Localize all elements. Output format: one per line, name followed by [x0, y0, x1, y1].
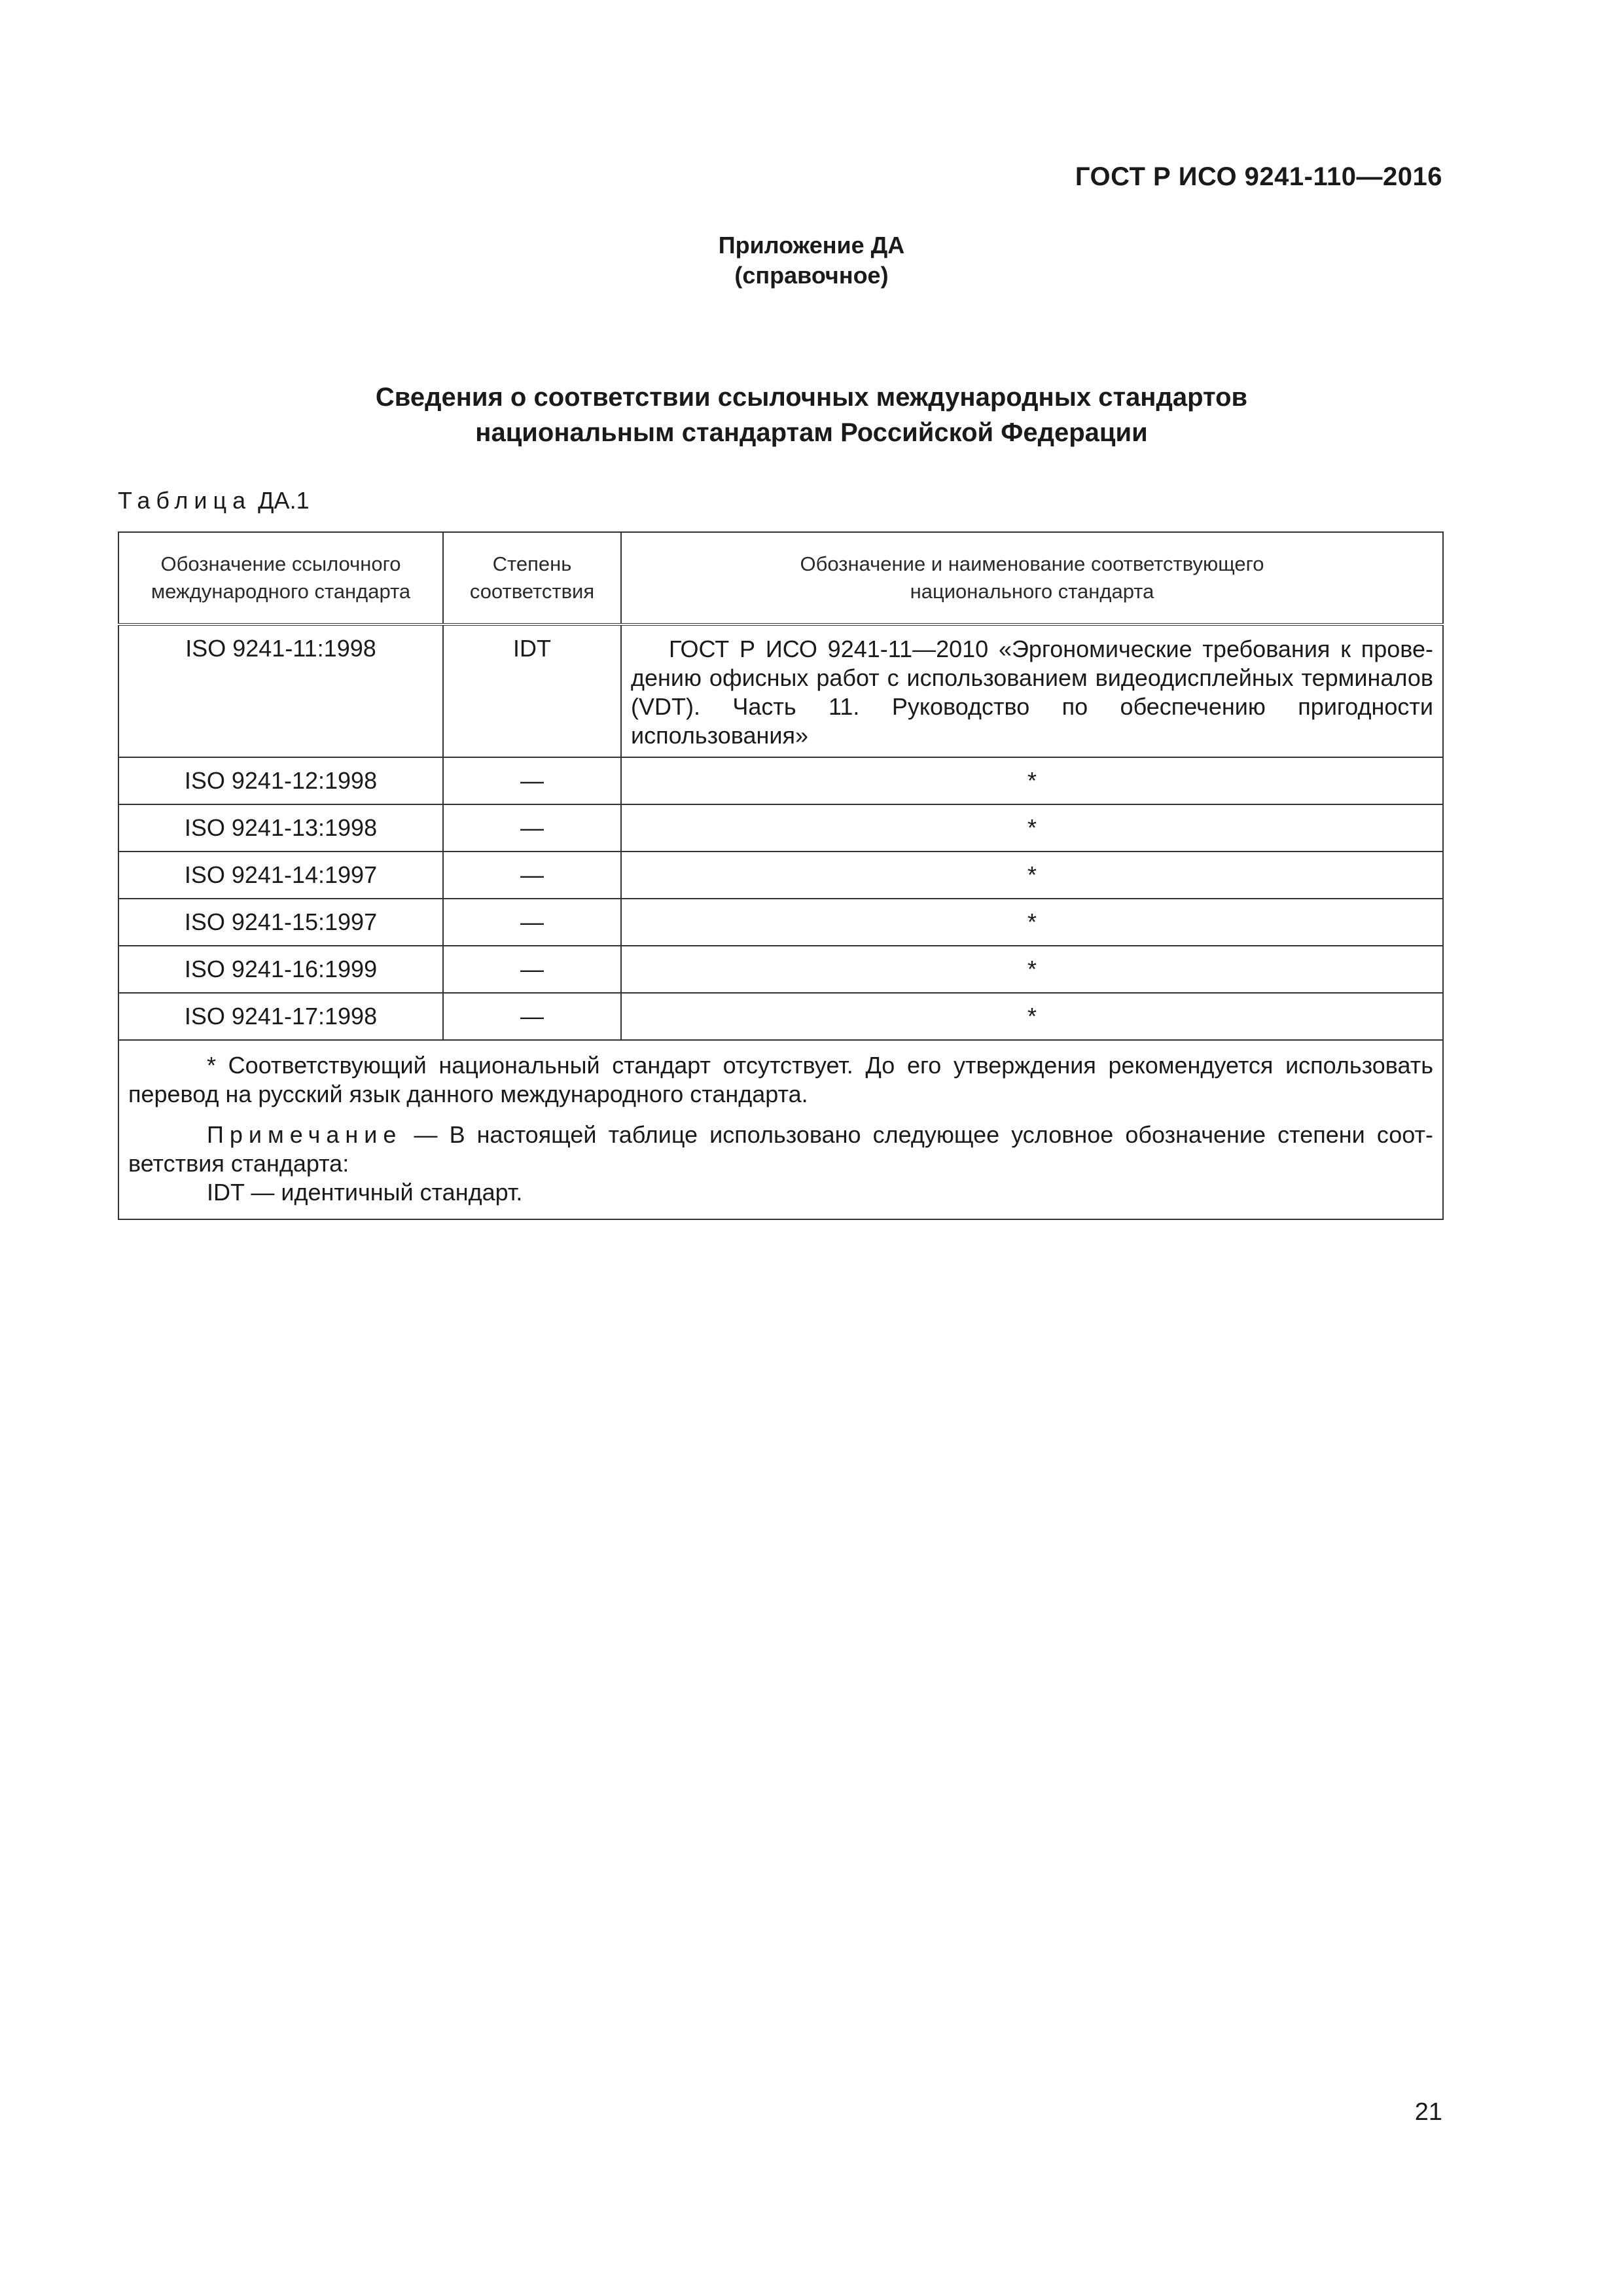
appendix-type: (справочное) — [734, 262, 889, 289]
section-title-line1: Сведения о соответствии ссылочных международных стандартов — [375, 383, 1248, 412]
document-code-header: ГОСТ Р ИСО 9241-110—2016 — [1075, 162, 1442, 191]
section-title — [0, 380, 1623, 450]
reference-standard-cell: ISO 9241-13:1998 — [118, 804, 443, 852]
reference-standard-cell: ISO 9241-16:1999 — [118, 946, 443, 993]
header-col1-line2: международного стандарта — [151, 580, 411, 603]
national-standard-cell: * — [621, 993, 1443, 1040]
table-row — [118, 804, 1443, 852]
national-standard-cell: ГОСТ Р ИСО 9241-11—2010 «Эргономические требования к проведению офисных работ с использованием видеодисплейных терминалов (VDT). Часть 11. Руководство по обеспечению пригодности использования» — [621, 624, 1443, 757]
footnote-cell — [118, 1040, 1443, 1219]
national-standard-cell: * — [621, 804, 1443, 852]
table-header-row — [118, 532, 1443, 624]
note-label: Примечание — [207, 1121, 402, 1148]
national-standard-cell: * — [621, 946, 1443, 993]
header-col3-line1: Обозначение и наименование соответствующего — [800, 552, 1264, 575]
table-row — [118, 757, 1443, 804]
degree-cell: — — [443, 804, 621, 852]
note-text: — В настоящей таблице использовано следующее условное обозначение степени соответствия стандарта: — [128, 1121, 1433, 1177]
degree-cell: — — [443, 757, 621, 804]
degree-cell: — — [443, 899, 621, 946]
degree-cell: — — [443, 993, 621, 1040]
note-abbreviation-line: IDT — идентичный стандарт. — [207, 1179, 523, 1206]
reference-standard-cell: ISO 9241-14:1997 — [118, 852, 443, 899]
reference-standard-cell: ISO 9241-11:1998 — [118, 624, 443, 757]
national-standard-cell: * — [621, 852, 1443, 899]
table-row — [118, 993, 1443, 1040]
table-row — [118, 624, 1443, 757]
national-standard-cell: * — [621, 899, 1443, 946]
header-col3-line2: национального стандарта — [910, 580, 1154, 603]
header-degree — [443, 532, 621, 624]
degree-cell: — — [443, 946, 621, 993]
header-col2-line1: Степень — [492, 552, 572, 575]
header-col2-line2: соответствия — [469, 580, 595, 603]
table-footnote-row — [118, 1040, 1443, 1219]
reference-standard-cell: ISO 9241-12:1998 — [118, 757, 443, 804]
footnote-text: * Соответствующий национальный стандарт отсутствует. До его утверждения рекомендуется использовать перевод на русский язык данного международного стандарта. — [128, 1052, 1433, 1107]
reference-standard-cell: ISO 9241-15:1997 — [118, 899, 443, 946]
degree-cell: IDT — [443, 624, 621, 757]
table-row — [118, 852, 1443, 899]
table-row — [118, 899, 1443, 946]
table-caption-label: Таблица — [118, 487, 252, 514]
standards-correspondence-table — [118, 531, 1444, 1220]
header-national-standard — [621, 532, 1443, 624]
header-col1-line1: Обозначение ссылочного — [160, 552, 401, 575]
table-caption-number: ДА.1 — [258, 487, 310, 514]
appendix-title: Приложение ДА — [718, 232, 905, 259]
section-title-line2: национальным стандартам Российской Федерации — [475, 418, 1148, 447]
page-number: 21 — [1414, 2098, 1442, 2126]
reference-standard-cell: ISO 9241-17:1998 — [118, 993, 443, 1040]
header-reference-standard — [118, 532, 443, 624]
national-standard-cell: * — [621, 757, 1443, 804]
appendix-heading — [0, 230, 1623, 291]
degree-cell: — — [443, 852, 621, 899]
table-caption — [118, 487, 310, 514]
table-row — [118, 946, 1443, 993]
note-paragraph — [128, 1121, 1433, 1178]
